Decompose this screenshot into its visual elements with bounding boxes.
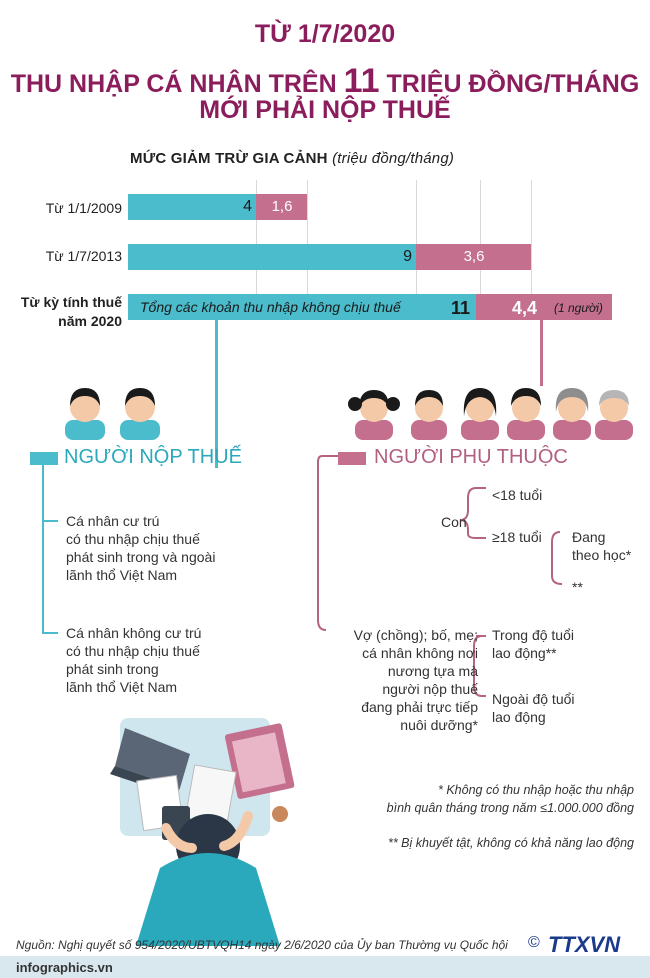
title-line-1: TỪ 1/7/2020 bbox=[254, 20, 396, 48]
note-1-line-1: * Không có thu nhập hoặc thu nhập bbox=[438, 783, 634, 797]
dependent-title: NGƯỜI PHỤ THUỘC bbox=[374, 446, 568, 468]
row-label-2020-line2: năm 2020 bbox=[58, 313, 122, 329]
row-label-2009: Từ 1/1/2009 bbox=[45, 200, 122, 216]
dependent-relatives bbox=[330, 626, 478, 734]
girl-icon bbox=[348, 390, 400, 440]
text-line: Cá nhân không cư trú bbox=[66, 625, 202, 641]
text-line: Ngoài độ tuổi bbox=[492, 691, 575, 707]
title-number: 11 bbox=[343, 62, 380, 100]
source-note: Nguồn: Nghị quyết số 954/2020/UBTVQH14 ngày 2/6/2020 của Ủy ban Thường vụ Quốc hội bbox=[16, 938, 508, 952]
bar-label-taxpayer: 9 bbox=[403, 248, 412, 265]
text-line: nương tựa mà bbox=[387, 663, 478, 679]
person-icon bbox=[65, 388, 105, 440]
cup-icon bbox=[272, 806, 288, 822]
man-icon bbox=[507, 388, 545, 440]
text-line: phát sinh trong và ngoài bbox=[66, 549, 216, 565]
elderly-man-icon bbox=[595, 390, 633, 440]
dependent-disabled: ** bbox=[572, 579, 583, 595]
title-line-2-after: TRIỆU ĐỒNG/THÁNG bbox=[379, 70, 640, 98]
chart-title-text: MỨC GIẢM TRỪ GIA CẢNH bbox=[130, 150, 328, 167]
dependent-studying-1: Đang bbox=[572, 529, 606, 545]
bar-label-dependent: 1,6 bbox=[271, 198, 293, 215]
title-line-2-before: THU NHẬP CÁ NHÂN TRÊN bbox=[10, 70, 344, 98]
taxpayer-title: NGƯỜI NỘP THUẾ bbox=[64, 446, 242, 468]
bar-label-taxpayer: 4 bbox=[243, 198, 252, 215]
text-line: lãnh thổ Việt Nam bbox=[66, 679, 178, 695]
taxpayer-branch bbox=[42, 632, 58, 634]
person-icon bbox=[120, 388, 160, 440]
bar-annotation: Tổng các khoản thu nhập không chịu thuế bbox=[140, 299, 401, 315]
taxpayer-resident bbox=[66, 512, 215, 584]
site-name: infographics.vn bbox=[16, 960, 113, 975]
taxpayer-tree-line bbox=[42, 462, 44, 634]
text-line: lãnh thổ Việt Nam bbox=[66, 567, 178, 583]
dependent-studying-2: theo học* bbox=[572, 547, 632, 563]
bar-label-taxpayer: 11 bbox=[450, 298, 470, 318]
note-2: ** Bị khuyết tật, không có khả năng lao động bbox=[387, 836, 634, 850]
text-line: nuôi dưỡng* bbox=[400, 717, 478, 733]
title-line-3: MỚI PHẢI NỘP THUẾ bbox=[199, 96, 451, 124]
text-line: có thu nhập chịu thuế bbox=[66, 643, 200, 659]
person-body-icon bbox=[136, 853, 280, 946]
elderly-woman-icon bbox=[553, 388, 591, 440]
dependent-over18: ≥18 tuổi bbox=[492, 529, 542, 545]
row-label-2013: Từ 1/7/2013 bbox=[45, 248, 122, 264]
bar-taxpayer bbox=[128, 244, 416, 270]
text-line: lao động bbox=[492, 709, 546, 725]
bar-annotation-suffix: (1 người) bbox=[554, 301, 603, 315]
dependent-outside-age bbox=[492, 690, 575, 726]
text-line: cá nhân không nơi bbox=[362, 645, 478, 661]
woman-icon bbox=[461, 388, 499, 440]
taxpayer-nonresident bbox=[66, 624, 201, 696]
text-line: người nộp thuế bbox=[382, 681, 478, 697]
text-line: Cá nhân cư trú bbox=[66, 513, 160, 529]
row-label-2020-line1: Từ kỳ tính thuế bbox=[20, 294, 122, 310]
ttxvn-logo: TTXVN bbox=[548, 932, 621, 957]
text-line: Vợ (chồng); bố, mẹ; bbox=[353, 627, 478, 643]
dependent-under18: <18 tuổi bbox=[492, 487, 543, 503]
chart-unit: (triệu đồng/tháng) bbox=[332, 150, 455, 167]
taxpayer-avatars bbox=[62, 382, 172, 440]
dependent-working-age bbox=[492, 626, 574, 662]
child-icon bbox=[411, 390, 447, 440]
taxpayer-branch bbox=[42, 520, 58, 522]
chart-title bbox=[130, 150, 454, 167]
dependent-child: Con bbox=[441, 514, 467, 530]
dependent-connector bbox=[540, 320, 543, 386]
note-1-line-2: bình quân tháng trong năm ≤1.000.000 đồng bbox=[386, 801, 634, 815]
taxpayer-marker bbox=[30, 452, 58, 465]
bar-label-dependent: 4,4 bbox=[512, 298, 538, 318]
desk-illustration bbox=[80, 718, 310, 946]
text-line: có thu nhập chịu thuế bbox=[66, 531, 200, 547]
bar-label-dependent: 3,6 bbox=[463, 248, 485, 265]
copyright-icon: © bbox=[528, 934, 540, 951]
text-line: phát sinh trong bbox=[66, 661, 159, 677]
dependent-avatars bbox=[345, 382, 635, 440]
text-line: đang phải trực tiếp bbox=[361, 699, 478, 715]
text-line: Trong độ tuổi bbox=[492, 627, 574, 643]
text-line: lao động** bbox=[492, 645, 557, 661]
bar-taxpayer bbox=[128, 194, 256, 220]
